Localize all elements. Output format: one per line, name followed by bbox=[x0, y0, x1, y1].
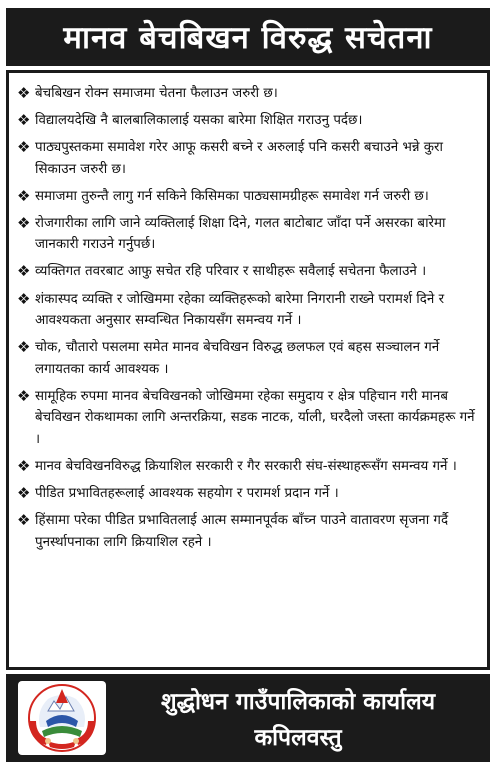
notice-item-list bbox=[17, 83, 481, 553]
notice-item-text: सामूहिक रुपमा मानव बेचविखनको जोखिममा रहेका समुदाय र क्षेत्र पहिचान गरी मानब बेचविखन रोकथामका लागि अन्तरक्रिया, सडक नाटक, र्याली, घरदैलो जस्ता कार्यक्रमहरू गर्ने । bbox=[35, 388, 475, 447]
diamond-bullet-icon: ❖ bbox=[17, 456, 31, 475]
diamond-bullet-icon: ❖ bbox=[17, 511, 31, 530]
notice-item-text: व्यक्तिगत तवरबाट आफु सचेत रहि परिवार र साथीहरू सवैलाई सचेतना फैलाउने । bbox=[35, 264, 427, 280]
notice-item-text: बेचबिखन रोक्न समाजमा चेतना फैलाउन जरुरी छ। bbox=[35, 86, 278, 101]
notice-item-text: शंकास्पद व्यक्ति र जोखिममा रहेका व्यक्तिहरूको बारेमा निगरानी राख्ने परामर्श दिने र आवश्यकता अनुसार सम्वन्धित निकायसँग समन्वय गर्ने । bbox=[35, 291, 445, 329]
notice-title: मानव बेचबिखन विरुद्ध सचेतना bbox=[63, 20, 433, 56]
diamond-bullet-icon: ❖ bbox=[17, 84, 31, 102]
notice-item bbox=[17, 510, 481, 553]
notice-item bbox=[17, 186, 481, 208]
diamond-bullet-icon: ❖ bbox=[17, 386, 31, 405]
notice-item-text: पीडित प्रभावितहरूलाई आवश्यक सहयोग र परामर्श प्रदान गर्ने । bbox=[35, 485, 339, 501]
diamond-bullet-icon: ❖ bbox=[17, 111, 31, 130]
notice-item bbox=[17, 137, 481, 180]
notice-item bbox=[17, 261, 481, 283]
notice-item bbox=[17, 110, 481, 132]
diamond-bullet-icon: ❖ bbox=[17, 138, 31, 157]
notice-item-text: हिंसामा परेका पीडित प्रभावितलाई आत्म सम्मानपूर्वक बाँच्न पाउने वातावरण सृजना गर्दै पुनर्स्थापनाका लागि क्रियाशिल रहने । bbox=[35, 513, 449, 550]
notice-item-text: मानव बेचविखनविरुद्ध क्रियाशिल सरकारी र गैर सरकारी संघ-संस्थाहरूसँग समन्वय गर्ने । bbox=[35, 458, 457, 474]
notice-title-bar bbox=[6, 8, 490, 66]
diamond-bullet-icon: ❖ bbox=[17, 186, 31, 205]
notice-item-text: रोजगारीका लागि जाने व्यक्तिलाई शिक्षा दिने, गलत बाटोबाट जाँदा पर्ने असरका बारेमा जानकारी गराउने गर्नुपर्छ। bbox=[35, 215, 446, 253]
nepal-government-emblem-icon bbox=[18, 681, 106, 755]
notice-item bbox=[17, 386, 481, 451]
notice-item bbox=[17, 483, 481, 505]
notice-item-text: विद्यालयदेखि नै बालबालिकालाई यसका बारेमा शिक्षित गराउनु पर्दछ। bbox=[35, 113, 363, 129]
notice-content-box bbox=[6, 70, 490, 670]
office-footer bbox=[6, 674, 490, 762]
notice-item bbox=[17, 337, 481, 380]
notice-item bbox=[17, 289, 481, 332]
notice-item bbox=[17, 213, 481, 256]
diamond-bullet-icon: ❖ bbox=[17, 213, 31, 232]
office-place: कपिलवस्तु bbox=[254, 725, 342, 751]
notice-item bbox=[17, 456, 481, 478]
office-name: शुद्धोधन गाउँपालिकाको कार्यालय bbox=[160, 689, 436, 715]
notice-item-text: चोक, चौतारो पसलमा समेत मानव बेचविखन विरुद्ध छलफल एवं बहस सञ्चालन गर्ने लगायतका कार्य आवश्यक । bbox=[35, 340, 440, 377]
diamond-bullet-icon: ❖ bbox=[17, 262, 31, 281]
diamond-bullet-icon: ❖ bbox=[17, 483, 31, 502]
diamond-bullet-icon: ❖ bbox=[17, 338, 31, 357]
notice-item-text: समाजमा तुरुन्तै लागु गर्न सकिने किसिमका पाठ्यसामग्रीहरू समावेश गर्न जरुरी छ। bbox=[35, 188, 429, 204]
diamond-bullet-icon: ❖ bbox=[17, 289, 31, 308]
notice-item bbox=[17, 83, 481, 105]
notice-item-text: पाठ्यपुस्तकमा समावेश गरेर आफू कसरी बच्ने र अरुलाई पनि कसरी बचाउने भन्ने कुरा सिकाउन जरुरी छ। bbox=[35, 140, 444, 177]
